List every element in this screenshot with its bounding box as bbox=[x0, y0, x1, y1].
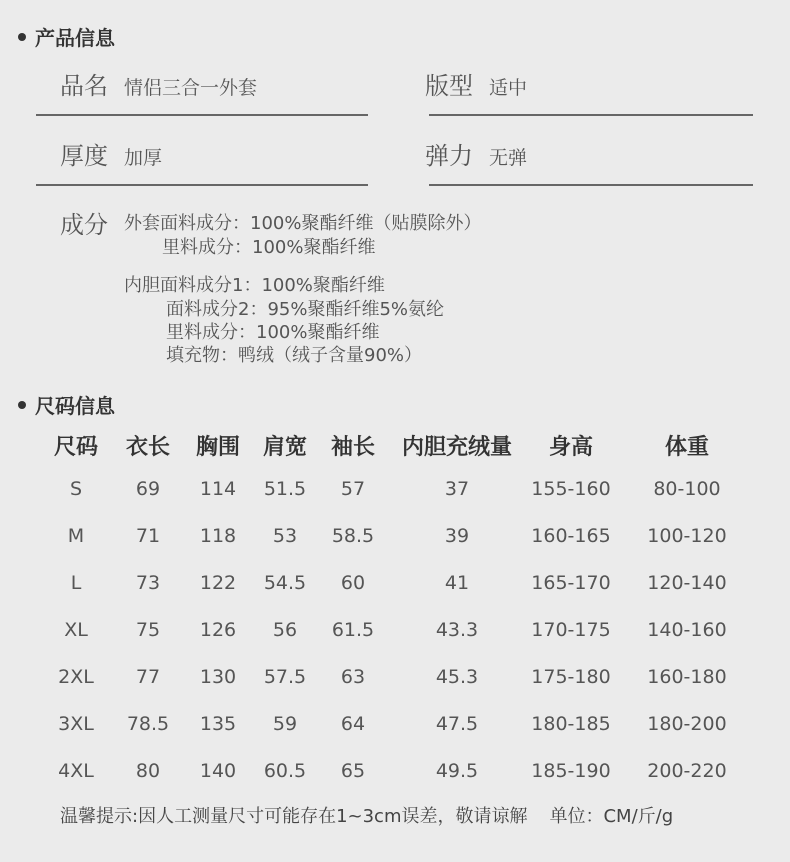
header-chest: 胸围 bbox=[195, 434, 240, 460]
table-cell: 58.5 bbox=[331, 524, 375, 547]
composition-line: 里料成分：100%聚酯纤维 bbox=[162, 237, 376, 258]
field-value: 加厚 bbox=[124, 147, 163, 169]
table-cell: 140-160 bbox=[647, 618, 727, 641]
table-cell: 71 bbox=[135, 524, 161, 547]
table-cell: 75 bbox=[135, 618, 161, 641]
composition-line: 面料成分2：95%聚酯纤维5%氨纶 bbox=[166, 299, 445, 320]
table-cell: 80-100 bbox=[653, 477, 721, 500]
table-cell: 53 bbox=[272, 524, 298, 547]
table-cell: 65 bbox=[340, 759, 366, 782]
table-cell: 60.5 bbox=[263, 759, 307, 782]
table-cell: 140 bbox=[199, 759, 237, 782]
table-row bbox=[35, 512, 753, 559]
composition-line: 内胆面料成分1：100%聚酯纤维 bbox=[124, 275, 385, 296]
field-label: 厚度 bbox=[60, 142, 108, 170]
divider bbox=[429, 184, 753, 186]
table-cell: 54.5 bbox=[263, 571, 307, 594]
field-value: 适中 bbox=[489, 77, 528, 99]
composition-line: 里料成分：100%聚酯纤维 bbox=[166, 322, 380, 343]
table-cell: 63 bbox=[340, 665, 366, 688]
table-cell: 180-200 bbox=[647, 712, 727, 735]
footer-unit: 单位：CM/斤/g bbox=[549, 806, 674, 827]
divider bbox=[36, 114, 368, 116]
table-cell: XL bbox=[64, 618, 88, 641]
table-row bbox=[35, 465, 753, 512]
header-size: 尺码 bbox=[53, 434, 98, 460]
table-cell: 126 bbox=[199, 618, 237, 641]
table-cell: 155-160 bbox=[531, 477, 611, 500]
table-cell: 59 bbox=[272, 712, 298, 735]
bullet-icon bbox=[18, 33, 26, 41]
footer-note: 温馨提示:因人工测量尺寸可能存在1~3cm误差，敬请谅解 bbox=[60, 806, 528, 827]
field-thickness bbox=[60, 136, 162, 171]
table-cell: 49.5 bbox=[435, 759, 479, 782]
table-cell: 180-185 bbox=[531, 712, 611, 735]
field-label: 品名 bbox=[60, 72, 108, 100]
table-row bbox=[35, 653, 753, 700]
divider bbox=[429, 114, 753, 116]
composition-line: 外套面料成分：100%聚酯纤维（贴膜除外） bbox=[124, 213, 482, 234]
table-cell: 80 bbox=[135, 759, 161, 782]
table-cell: 120-140 bbox=[647, 571, 727, 594]
table-cell: 64 bbox=[340, 712, 366, 735]
header-length: 衣长 bbox=[125, 434, 170, 460]
footer bbox=[60, 802, 673, 828]
header-height: 身高 bbox=[548, 434, 593, 460]
table-cell: S bbox=[69, 477, 83, 500]
table-cell: 160-165 bbox=[531, 524, 611, 547]
field-value: 无弹 bbox=[489, 147, 528, 169]
table-cell: M bbox=[67, 524, 85, 547]
size-table bbox=[35, 425, 753, 794]
table-cell: 57 bbox=[340, 477, 366, 500]
header-weight: 体重 bbox=[664, 434, 709, 460]
table-cell: 165-170 bbox=[531, 571, 611, 594]
table-cell: 39 bbox=[444, 524, 470, 547]
table-cell: 51.5 bbox=[263, 477, 307, 500]
table-cell: 114 bbox=[199, 477, 237, 500]
table-cell: 3XL bbox=[58, 712, 94, 735]
table-cell: 61.5 bbox=[331, 618, 375, 641]
table-cell: 2XL bbox=[58, 665, 94, 688]
table-cell: 185-190 bbox=[531, 759, 611, 782]
bullet-icon bbox=[18, 401, 26, 409]
table-cell: 175-180 bbox=[531, 665, 611, 688]
size-info-title: 尺码信息 bbox=[18, 390, 115, 419]
field-fit bbox=[425, 66, 527, 101]
table-cell: 200-220 bbox=[647, 759, 727, 782]
table-cell: 100-120 bbox=[647, 524, 727, 547]
header-shoulder: 肩宽 bbox=[262, 434, 307, 460]
table-cell: 45.3 bbox=[435, 665, 479, 688]
field-value: 情侣三合一外套 bbox=[124, 77, 258, 99]
divider bbox=[36, 184, 368, 186]
table-cell: 60 bbox=[340, 571, 366, 594]
table-cell: 69 bbox=[135, 477, 161, 500]
table-cell: 57.5 bbox=[263, 665, 307, 688]
table-row bbox=[35, 606, 753, 653]
field-label: 弹力 bbox=[425, 142, 473, 170]
table-row bbox=[35, 747, 753, 794]
table-cell: 122 bbox=[199, 571, 237, 594]
table-cell: 77 bbox=[135, 665, 161, 688]
table-cell: 135 bbox=[199, 712, 237, 735]
header-down-fill: 内胆充绒量 bbox=[401, 434, 512, 460]
table-cell: 4XL bbox=[58, 759, 94, 782]
table-cell: 160-180 bbox=[647, 665, 727, 688]
table-cell: 56 bbox=[272, 618, 298, 641]
table-cell: 41 bbox=[444, 571, 470, 594]
table-cell: L bbox=[70, 571, 82, 594]
table-cell: 170-175 bbox=[531, 618, 611, 641]
table-cell: 43.3 bbox=[435, 618, 479, 641]
product-info-title: 产品信息 bbox=[18, 22, 115, 51]
field-elasticity bbox=[425, 136, 527, 171]
header-sleeve: 袖长 bbox=[330, 434, 375, 460]
table-cell: 78.5 bbox=[126, 712, 170, 735]
field-product-name bbox=[60, 66, 257, 101]
composition-line: 填充物：鸭绒（绒子含量90%） bbox=[166, 345, 423, 366]
table-cell: 118 bbox=[199, 524, 237, 547]
composition-label: 成分 bbox=[60, 211, 108, 239]
table-row bbox=[35, 700, 753, 747]
table-cell: 73 bbox=[135, 571, 161, 594]
table-cell: 130 bbox=[199, 665, 237, 688]
field-label: 版型 bbox=[425, 72, 473, 100]
table-cell: 47.5 bbox=[435, 712, 479, 735]
table-header-row bbox=[35, 425, 753, 465]
table-row bbox=[35, 559, 753, 606]
table-cell: 37 bbox=[444, 477, 470, 500]
